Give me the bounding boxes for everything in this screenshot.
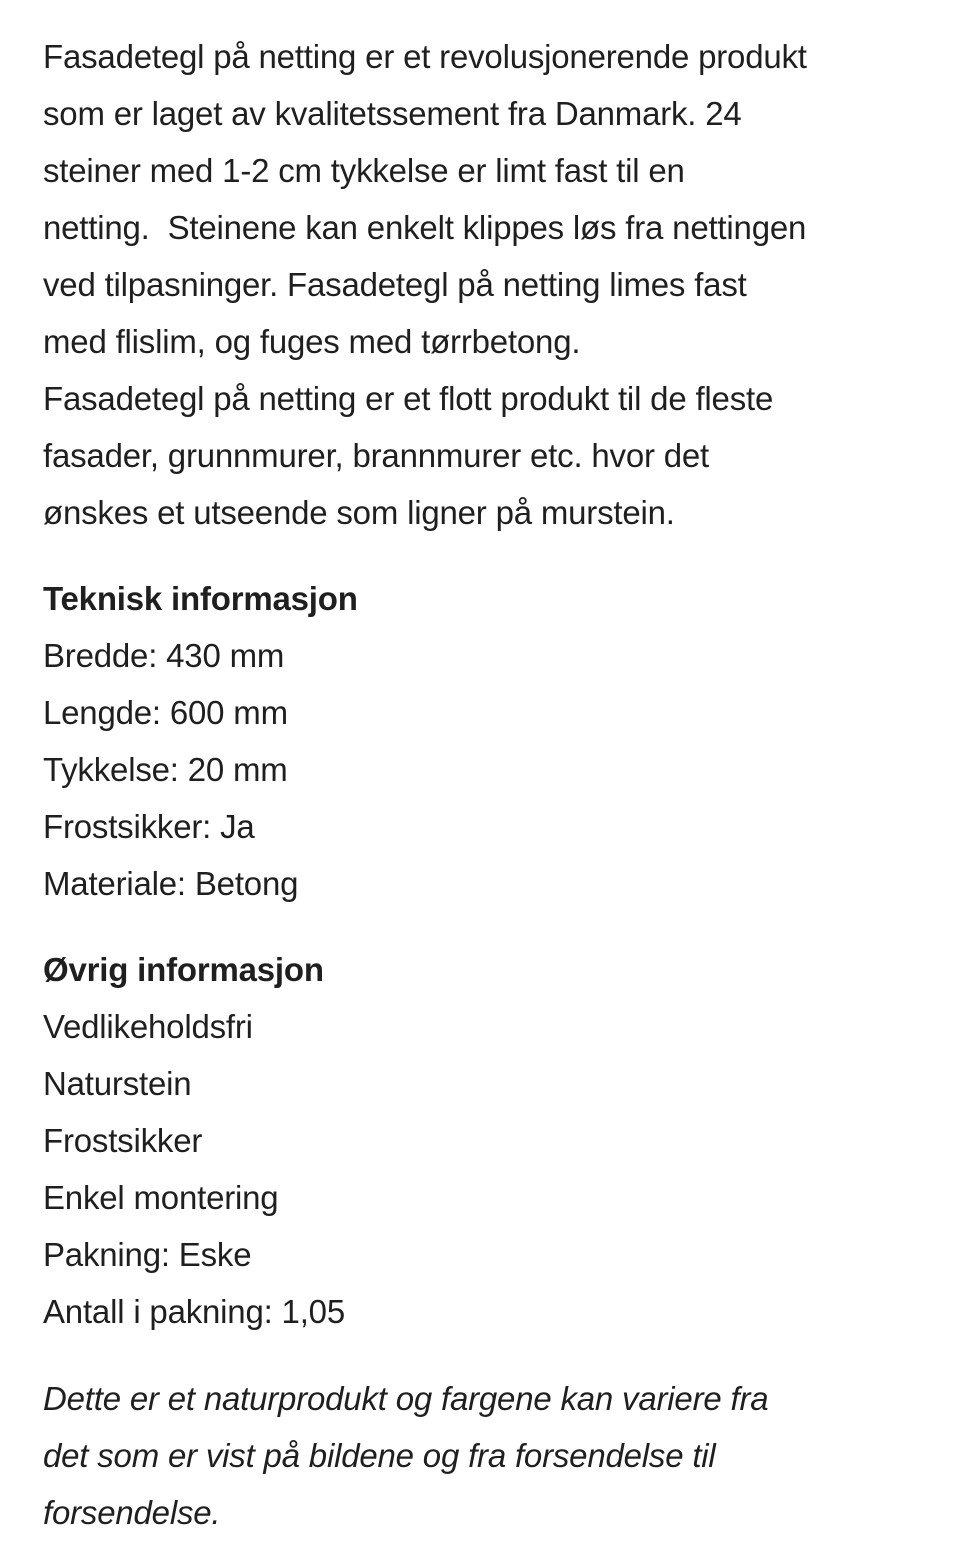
technical-info-item: Tykkelse: 20 mm <box>43 751 288 788</box>
product-description-content <box>43 28 933 1541</box>
disclaimer-line: Dette er et naturprodukt og fargene kan variere fra <box>43 1380 769 1417</box>
disclaimer-line: det som er vist på bildene og fra forsendelse til <box>43 1437 716 1474</box>
disclaimer-line: forsendelse. <box>43 1494 221 1531</box>
description-line: ved tilpasninger. Fasadetegl på netting limes fast <box>43 266 747 303</box>
description-line: som er laget av kvalitetssement fra Danmark. 24 <box>43 95 742 132</box>
other-info-item: Pakning: Eske <box>43 1236 252 1273</box>
disclaimer-paragraph <box>43 1370 933 1541</box>
other-info-heading: Øvrig informasjon <box>43 951 324 988</box>
description-line: med flislim, og fuges med tørrbetong. <box>43 323 581 360</box>
description-line: steiner med 1-2 cm tykkelse er limt fast til en <box>43 152 685 189</box>
description-line: Fasadetegl på netting er et flott produkt til de fleste <box>43 380 774 417</box>
section-spacer <box>43 541 933 570</box>
other-info-item: Frostsikker <box>43 1122 203 1159</box>
section-spacer <box>43 1340 933 1370</box>
section-spacer <box>43 912 933 941</box>
other-info-item: Enkel montering <box>43 1179 279 1216</box>
other-info-item: Naturstein <box>43 1065 192 1102</box>
technical-info-section <box>43 570 933 912</box>
technical-info-item: Lengde: 600 mm <box>43 694 288 731</box>
description-line: ønskes et utseende som ligner på murstein. <box>43 494 675 531</box>
technical-info-item: Bredde: 430 mm <box>43 637 285 674</box>
technical-info-item: Frostsikker: Ja <box>43 808 255 845</box>
other-info-section <box>43 941 933 1340</box>
other-info-item: Antall i pakning: 1,05 <box>43 1293 345 1330</box>
description-paragraph <box>43 28 933 541</box>
technical-info-heading: Teknisk informasjon <box>43 580 358 617</box>
technical-info-item: Materiale: Betong <box>43 865 299 902</box>
description-line: fasader, grunnmurer, brannmurer etc. hvor det <box>43 437 710 474</box>
other-info-item: Vedlikeholdsfri <box>43 1008 253 1045</box>
description-line: Fasadetegl på netting er et revolusjonerende produkt <box>43 38 807 75</box>
description-line: netting. Steinene kan enkelt klippes løs fra nettingen <box>43 209 807 246</box>
